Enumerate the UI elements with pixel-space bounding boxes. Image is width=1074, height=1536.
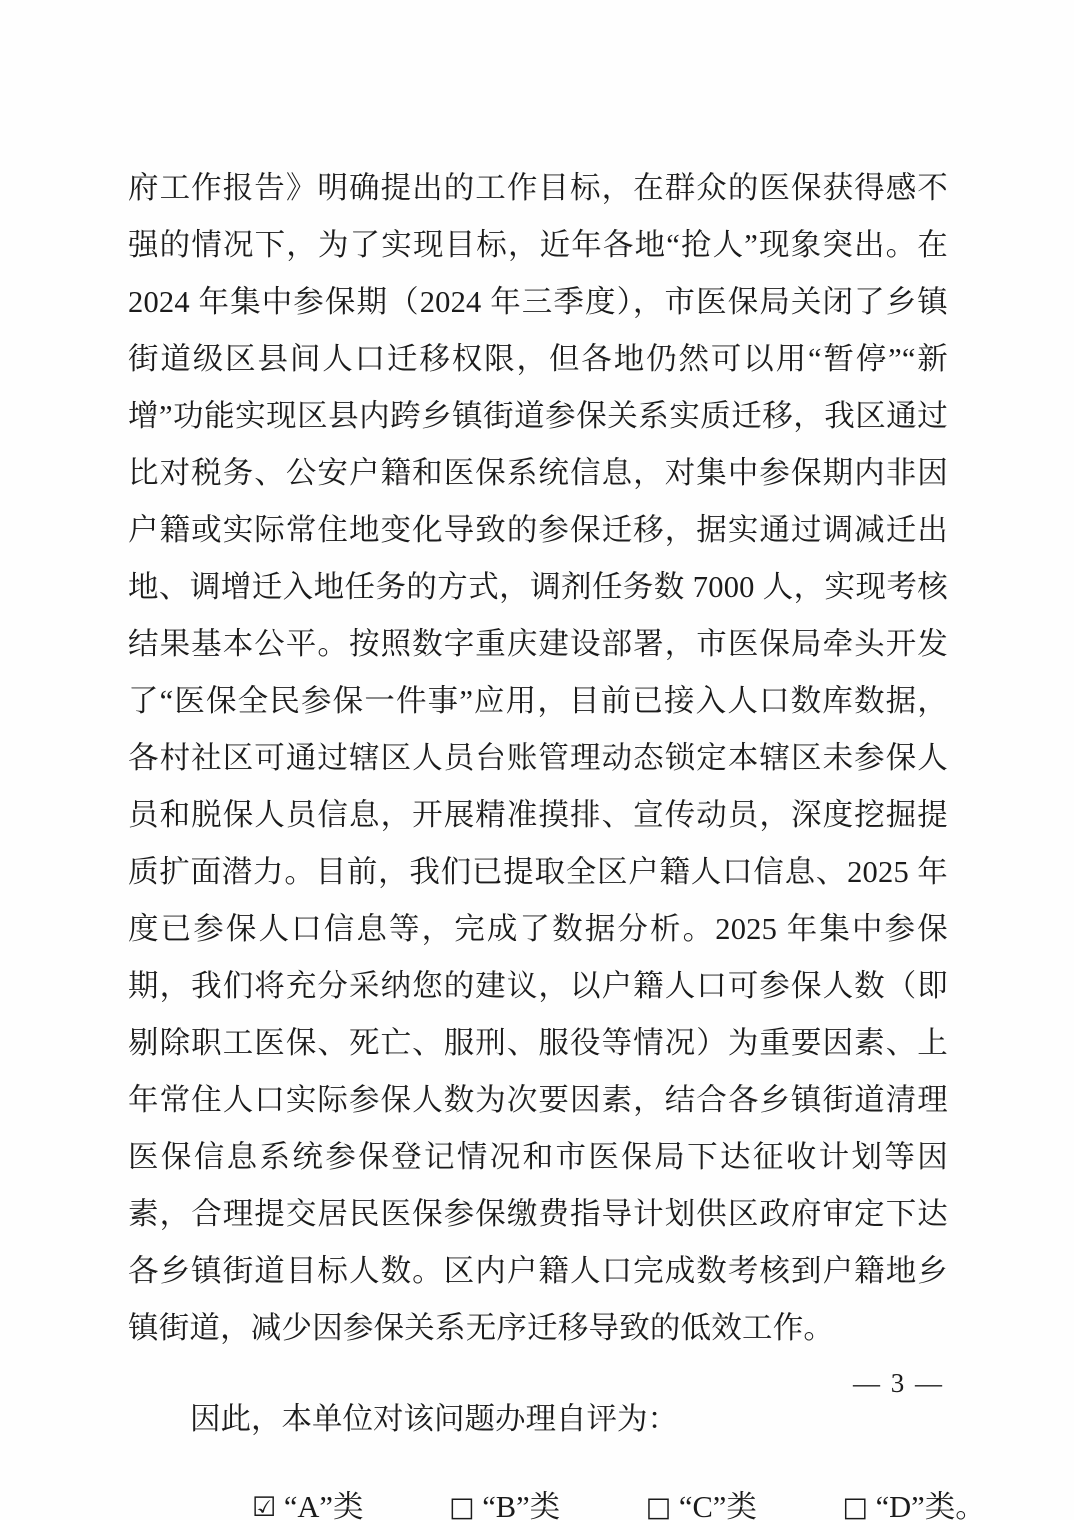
page-number: — 3 — [853, 1368, 944, 1398]
self-rating-intro: 因此，本单位对该问题办理自评为： [190, 1402, 678, 1436]
rating-option-b[interactable] [387, 1490, 560, 1524]
document-body [128, 160, 986, 1536]
checkbox-empty-icon[interactable]: □ [645, 1491, 672, 1523]
rating-option-d[interactable] [780, 1490, 985, 1524]
checkbox-checked-icon[interactable]: ☑ [252, 1491, 277, 1523]
rating-option-a[interactable] [190, 1490, 363, 1524]
rating-label-b: “B”类 [482, 1489, 561, 1524]
checkbox-empty-icon[interactable]: □ [842, 1491, 868, 1523]
rating-label-c: “C”类 [678, 1489, 757, 1524]
rating-label-d: “D”类。 [875, 1489, 986, 1524]
rating-option-c[interactable] [584, 1490, 757, 1524]
paragraph-continuation: 府工作报告》明确提出的工作目标，在群众的医保获得感不强的情况下，为了实现目标，近年各地“抢人”现象突出。在 2024 年集中参保期（2024 年三季度），市医保局关闭了乡镇街道级区县间人口迁移权限，但各地仍然可以用“暂停”“新增”功能实现区县内跨乡镇街道参保关系实质迁移，我区通过比对税务、公安户籍和医保系统信息，对集中参保期内非因户籍或实际常住地变化导致的参保迁移，据实通过调减迁出地、调增迁入地任务的方式，调剂任务数 7000 人，实现考核结果基本公平。按照数字重庆建设部署，市医保局牵头开发了“医保全民参保一件事”应用，目前已接入人口数库数据，各村社区可通过辖区人员台账管理动态锁定本辖区未参保人员和脱保人员信息，开展精准摸排、宣传动员，深度挖掘提质扩面潜力。目前，我们已提取全区户籍人口信息、2025 年度已参保人口信息等，完成了数据分析。2025 年集中参保期，我们将充分采纳您的建议，以户籍人口可参保人数（即剔除职工医保、死亡、服刑、服役等情况）为重要因素、上年常住人口实际参保人数为次要因素，结合各乡镇街道清理医保信息系统参保登记情况和市医保局下达征收计划等因素，合理提交居民医保参保缴费指导计划供区政府审定下达各乡镇街道目标人数。区内户籍人口完成数考核到户籍地乡镇街道，减少因参保关系无序迁移导致的低效工作。 [128, 171, 948, 1345]
checkbox-empty-icon[interactable]: □ [449, 1491, 475, 1523]
self-rating-options [128, 1479, 986, 1536]
rating-label-a: “A”类 [283, 1489, 364, 1524]
